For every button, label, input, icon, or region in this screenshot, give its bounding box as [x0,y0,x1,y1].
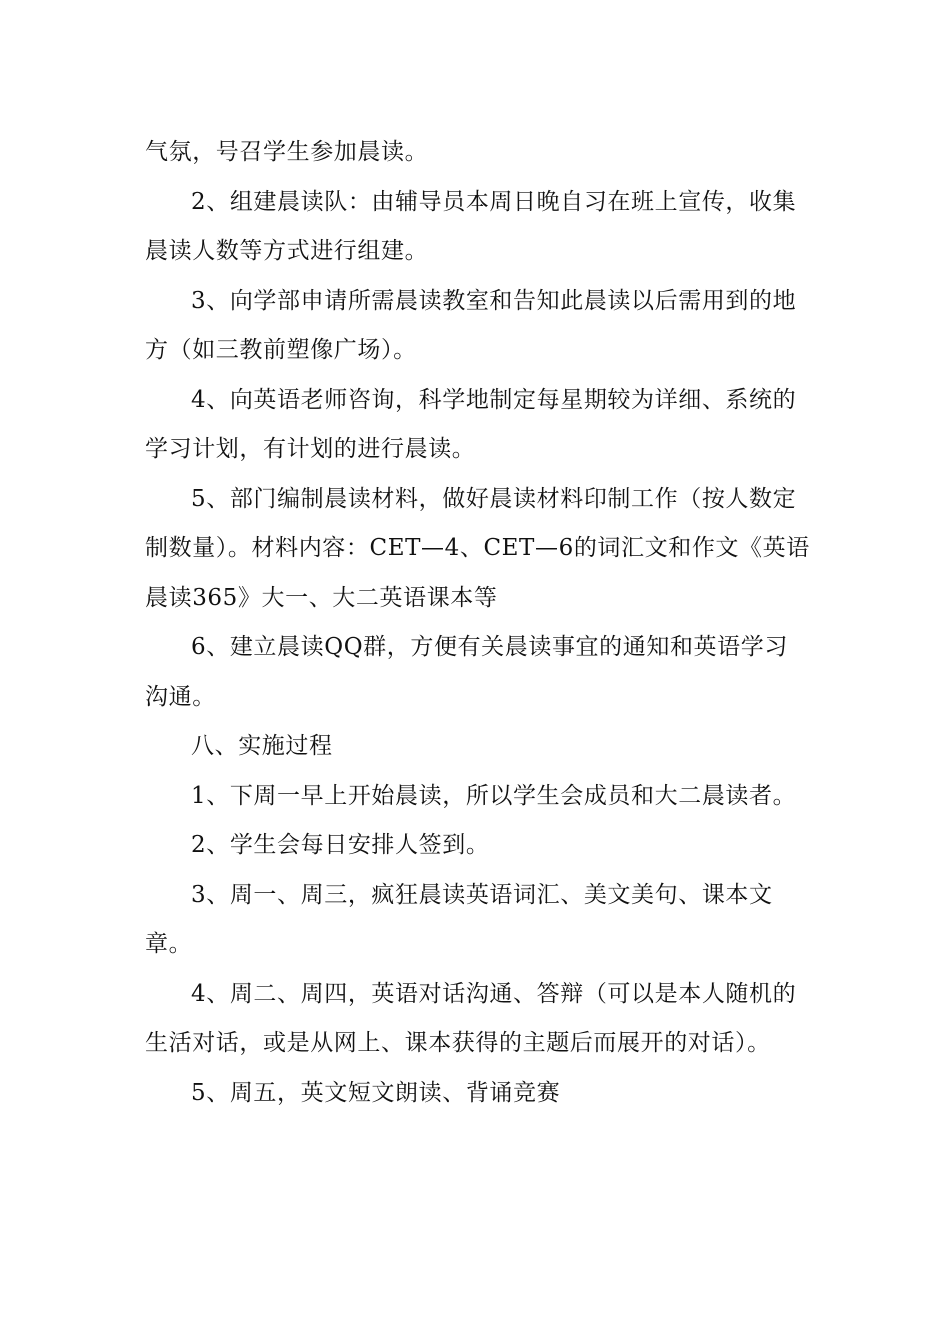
paragraph-item-4: 4、向英语老师咨询，科学地制定每星期较为详细、系统的学习计划，有计划的进行晨读。 [145,386,797,462]
document-body [145,128,810,1118]
section-heading: 八、实施过程 [191,733,333,759]
paragraph-item-6: 6、建立晨读QQ群，方便有关晨读事宜的通知和英语学习沟通。 [145,634,788,710]
paragraph-item-2: 2、组建晨读队：由辅导员本周日晚自习在班上宣传，收集晨读人数等方式进行组建。 [145,188,797,264]
process-item-4: 4、周二、周四，英语对话沟通、答辩（可以是本人随机的生活对话，或是从网上、课本获得的主题后而展开的对话）。 [145,980,797,1056]
paragraph-continuation: 气氛，号召学生参加晨读。 [145,139,429,165]
process-item-3: 3、周一、周三，疯狂晨读英语词汇、美文美句、课本文章。 [145,881,773,957]
process-item-1: 1、下周一早上开始晨读，所以学生会成员和大二晨读者。 [191,782,797,809]
paragraph-item-5: 5、部门编制晨读材料，做好晨读材料印制工作（按人数定制数量）。材料内容：CET—4、CET—6的词汇文和作文《英语晨读365》大一、大二英语课本等 [145,485,810,611]
paragraph-item-3: 3、向学部申请所需晨读教室和告知此晨读以后需用到的地方（如三教前塑像广场）。 [145,287,797,363]
process-item-2: 2、学生会每日安排人签到。 [191,832,490,858]
process-item-5: 5、周五，英文短文朗读、背诵竞赛 [191,1079,561,1106]
